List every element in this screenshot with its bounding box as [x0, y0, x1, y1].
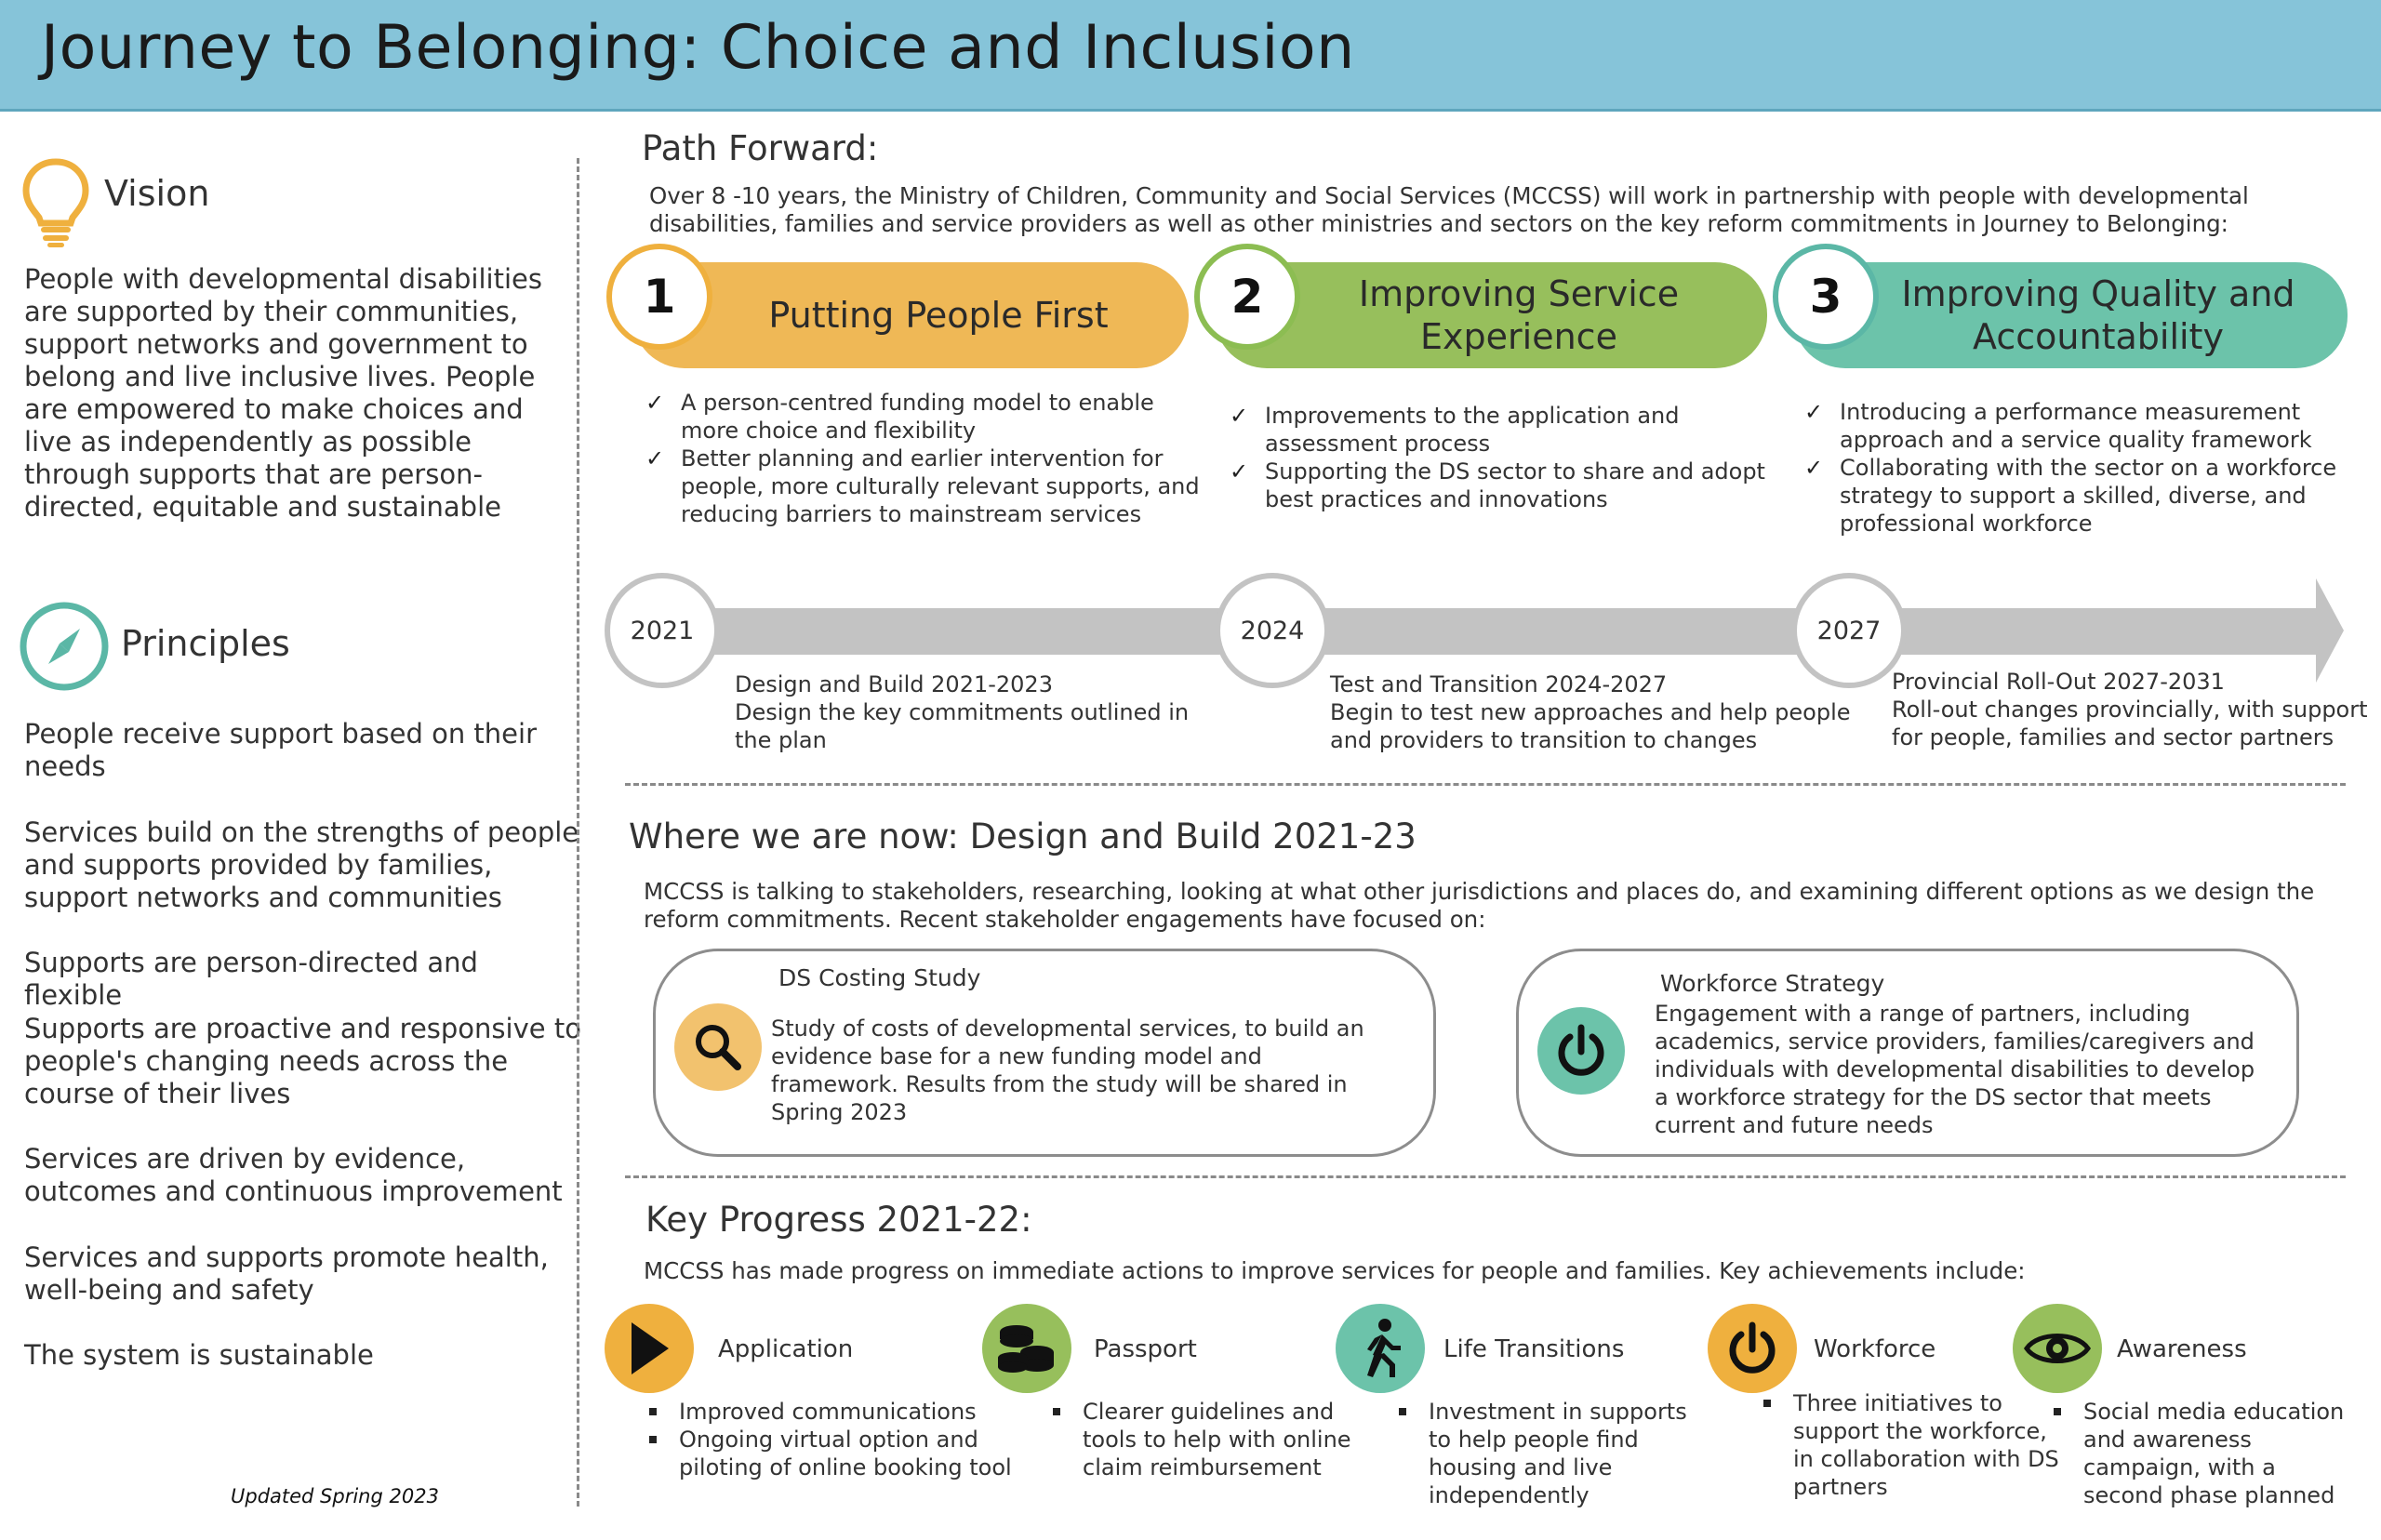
timeline-phase-desc: Design the key commitments outlined in the plan: [735, 699, 1190, 753]
commitment-list-3: [1804, 398, 2344, 538]
progress-list-application: [647, 1398, 1019, 1481]
section-divider: [625, 1175, 2346, 1178]
where-now-intro: MCCSS is talking to stakeholders, researching, looking at what other jurisdictions and places do, and examining different options as we design the reform commitments. Recent stakeholder engagements have focused on:: [644, 878, 2315, 933]
timeline-phase-title: Test and Transition 2024-2027: [1330, 671, 1668, 697]
path-forward-intro: Over 8 -10 years, the Ministry of Children, Community and Social Services (MCCSS) will work in partnership with people with developmental disabilities, families and service providers as well as other ministries and sectors on the key reform commitments in Journey to Belonging:: [649, 182, 2249, 237]
power-icon: [1537, 1007, 1625, 1095]
eye-icon: [2013, 1304, 2102, 1393]
section-divider: [625, 783, 2346, 786]
progress-list-passport: [1051, 1398, 1367, 1481]
commitment-number-1: 1: [606, 244, 712, 350]
progress-label-application: Application: [718, 1335, 854, 1363]
timeline-year-2021: 2021: [605, 573, 720, 688]
principles-title: Principles: [121, 623, 290, 664]
header-bar: [0, 0, 2381, 112]
progress-item: Three initiatives to support the workforce, in collaboration with DS partners: [1762, 1389, 2059, 1501]
workforce-strategy-card: [1516, 949, 2299, 1157]
card-text: Study of costs of developmental services, to build an evidence base for a new funding model and framework. Results from the study will be shared in Spring 2023: [771, 1016, 1364, 1125]
commitment-pill-2: [1215, 262, 1767, 368]
coins-icon: [982, 1304, 1071, 1393]
timeline-phase-desc: Begin to test new approaches and help people and providers to transition to changes: [1330, 699, 1851, 753]
commitment-item: ✓ Introducing a performance measurement approach and a service quality framework: [1804, 398, 2344, 454]
commitment-list-2: [1230, 402, 1769, 513]
principle-item: People receive support based on their needs: [24, 718, 537, 782]
key-progress-intro: MCCSS has made progress on immediate actions to improve services for people and families. Key achievements include:: [644, 1257, 2026, 1284]
progress-item: Improved communications: [647, 1398, 1019, 1426]
lightbulb-icon: [20, 156, 91, 247]
commitment-title: Improving Service Experience: [1358, 273, 1680, 357]
progress-item: Clearer guidelines and tools to help with online claim reimbursement: [1051, 1398, 1367, 1481]
timeline-phase-title: Design and Build 2021-2023: [735, 671, 1053, 697]
timeline-phase-desc: Roll-out changes provincially, with support for people, families and sector partners: [1892, 697, 2368, 750]
commitment-item: ✓ Better planning and earlier intervention for people, more culturally relevant supports, and reducing barriers to mainstream services: [645, 445, 1204, 528]
progress-label-passport: Passport: [1094, 1335, 1197, 1363]
commitment-item: ✓ Supporting the DS sector to share and adopt best practices and innovations: [1230, 458, 1769, 513]
commitment-number-2: 2: [1194, 244, 1300, 350]
progress-list-life-transitions: [1397, 1398, 1704, 1509]
compass-icon: [19, 601, 110, 692]
commitment-title: Improving Quality and Accountability: [1901, 273, 2295, 357]
commitment-list-1: [645, 389, 1204, 528]
timeline-year-2024: 2024: [1215, 573, 1330, 688]
commitment-number-3: 3: [1773, 244, 1879, 350]
progress-item: Ongoing virtual option and piloting of online booking tool: [647, 1426, 1019, 1481]
key-progress-title: Key Progress 2021-22:: [645, 1200, 1032, 1240]
vision-title: Vision: [104, 173, 210, 214]
updated-note: Updated Spring 2023: [231, 1485, 439, 1507]
progress-label-awareness: Awareness: [2117, 1335, 2247, 1363]
commitment-item: ✓ Improvements to the application and assessment process: [1230, 402, 1769, 458]
column-divider: [577, 158, 579, 1507]
commitment-title: Putting People First: [768, 295, 1109, 336]
timeline-phase: [1330, 670, 1851, 754]
page-title: Journey to Belonging: Choice and Inclusion: [41, 13, 1355, 83]
power-icon: [1708, 1304, 1797, 1393]
timeline-phase: [735, 670, 1218, 754]
progress-label-life-transitions: Life Transitions: [1443, 1335, 1625, 1363]
card-title: Workforce Strategy: [1660, 970, 1885, 997]
progress-item: Social media education and awareness campaign, with a second phase planned: [2052, 1398, 2349, 1509]
progress-list-awareness: [2052, 1398, 2349, 1509]
where-now-title: Where we are now: Design and Build 2021-23: [629, 816, 1417, 856]
walking-person-icon: [1336, 1304, 1425, 1393]
costing-study-card: [653, 949, 1436, 1157]
progress-item: Investment in supports to help people find housing and live independently: [1397, 1398, 1704, 1509]
principle-item: Supports are person-directed and flexible: [24, 947, 478, 1011]
timeline-phase: [1892, 668, 2368, 751]
search-icon: [674, 1003, 762, 1091]
path-forward-title: Path Forward:: [642, 128, 879, 168]
card-title: DS Costing Study: [778, 964, 981, 991]
commitment-pill-1: [632, 262, 1189, 368]
progress-list-workforce: [1762, 1389, 2059, 1501]
principle-item: The system is sustainable: [24, 1339, 374, 1371]
timeline-year-2027: 2027: [1791, 573, 1907, 688]
commitment-item: ✓ A person-centred funding model to enable more choice and flexibility: [645, 389, 1204, 445]
timeline-phase-title: Provincial Roll-Out 2027-2031: [1892, 669, 2225, 695]
principle-item: Supports are proactive and responsive to people's changing needs across the course of their lives: [24, 1013, 581, 1109]
principle-item: Services build on the strengths of people and supports provided by families, support networks and communities: [24, 816, 579, 913]
progress-label-workforce: Workforce: [1814, 1335, 1936, 1363]
principle-item: Services are driven by evidence, outcomes and continuous improvement: [24, 1143, 563, 1207]
commitment-item: ✓ Collaborating with the sector on a workforce strategy to support a skilled, diverse, and professional workforce: [1804, 454, 2344, 538]
card-text: Engagement with a range of partners, including academics, service providers, families/caregivers and individuals with developmental disabilities to develop a workforce strategy for the DS sector that meets current and future needs: [1655, 1001, 2255, 1138]
play-icon: [605, 1304, 694, 1393]
vision-text: People with developmental disabilities are supported by their communities, support networks and government to belong and live inclusive lives. People are empowered to make choices and live as independently as possible through supports that are person-directed, equitable and sustainable: [24, 263, 542, 523]
principle-item: Services and supports promote health, well-being and safety: [24, 1241, 549, 1306]
commitment-pill-3: [1793, 262, 2348, 368]
